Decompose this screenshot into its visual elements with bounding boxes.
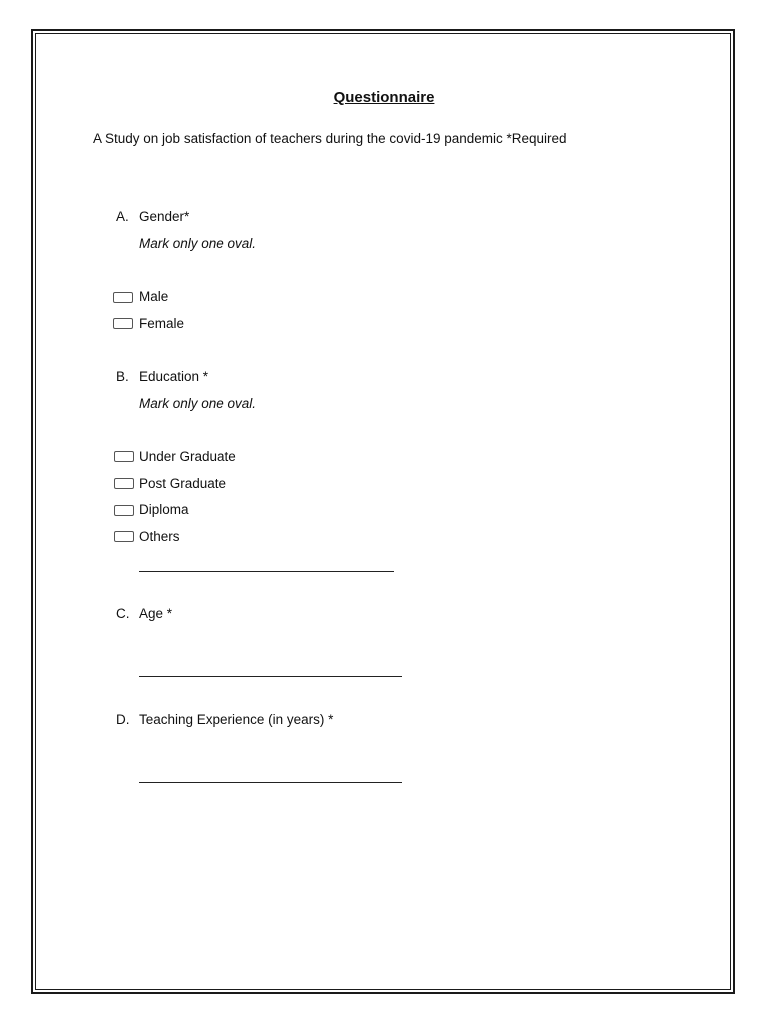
question-c-letter: C.: [116, 606, 130, 621]
form-description: A Study on job satisfaction of teachers during the covid-19 pandemic *Required: [93, 131, 567, 146]
education-undergraduate-option-oval[interactable]: [114, 451, 134, 462]
question-b-letter: B.: [116, 369, 129, 384]
question-a-hint: Mark only one oval.: [139, 236, 257, 251]
gender-female-option-label: Female: [139, 316, 185, 331]
education-undergraduate-option-label: Under Graduate: [139, 449, 236, 464]
education-diploma-option-label: Diploma: [139, 502, 189, 517]
question-a-letter: A.: [116, 209, 129, 224]
question-b-hint: Mark only one oval.: [139, 396, 257, 411]
education-others-option-oval[interactable]: [114, 531, 134, 542]
question-d-label: Teaching Experience (in years) *: [139, 712, 334, 727]
age-input-line[interactable]: [139, 676, 402, 677]
education-postgraduate-option-label: Post Graduate: [139, 476, 227, 491]
question-c-label: Age *: [139, 606, 173, 621]
question-a-label: Gender*: [139, 209, 190, 224]
education-others-input-line[interactable]: [139, 571, 394, 572]
education-diploma-option-oval[interactable]: [114, 505, 134, 516]
question-d-letter: D.: [116, 712, 130, 727]
question-b-label: Education *: [139, 369, 209, 384]
education-postgraduate-option-oval[interactable]: [114, 478, 134, 489]
gender-female-option-oval[interactable]: [113, 318, 133, 329]
page-title: Questionnaire: [333, 89, 435, 106]
gender-male-option-label: Male: [139, 289, 169, 304]
teaching-experience-input-line[interactable]: [139, 782, 402, 783]
gender-male-option-oval[interactable]: [113, 292, 133, 303]
education-others-option-label: Others: [139, 529, 180, 544]
